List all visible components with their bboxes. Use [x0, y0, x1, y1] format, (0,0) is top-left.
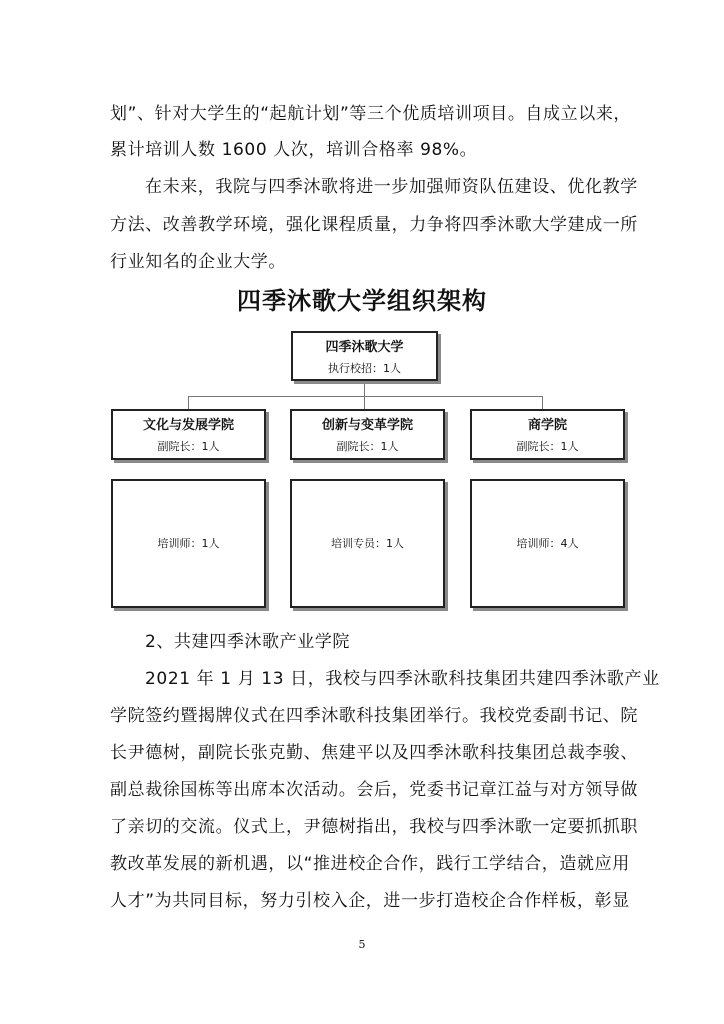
page-number: 5 — [358, 938, 366, 951]
staff-count: 培训师：1人 — [157, 536, 220, 550]
org-root-box — [291, 331, 438, 381]
paragraph-line: 副总裁徐国栋等出席本次活动。会后，党委书记章江益与对方领导做 — [110, 780, 638, 800]
staff-count: 培训专员：1人 — [331, 536, 404, 550]
paragraph-line: 人才”为共同目标，努力引校入企，进一步打造校企合作样板，彰显 — [110, 891, 630, 911]
paragraph-line: 教改革发展的新机遇，以“推进校企合作，践行工学结合，造就应用 — [110, 854, 630, 874]
staff-box-business — [470, 479, 625, 608]
dept-role: 副院长：1人 — [516, 440, 579, 453]
dept-name: 创新与变革学院 — [321, 418, 413, 433]
connector-line — [188, 396, 543, 397]
dept-name: 文化与发展学院 — [142, 418, 234, 433]
staff-box-culture — [111, 479, 266, 608]
dept-role: 副院长：1人 — [336, 440, 399, 453]
dept-box-business — [470, 409, 625, 460]
paragraph-line: 方法、改善教学环境，强化课程质量，力争将四季沐歌大学建成一所 — [110, 215, 638, 235]
org-root-role: 执行校招：1人 — [328, 362, 401, 375]
paragraph-line: 2021 年 1 月 13 日，我校与四季沐歌科技集团共建四季沐歌产业 — [145, 669, 660, 689]
connector-line — [364, 381, 365, 397]
paragraph-line: 了亲切的交流。仪式上，尹德树指出，我校与四季沐歌一定要抓抓职 — [110, 817, 638, 837]
dept-box-culture — [111, 409, 266, 460]
paragraph-line: 长尹德树，副院长张克勤、焦建平以及四季沐歌科技集团总裁李骏、 — [110, 743, 638, 763]
paragraph-line: 累计培训人数 1600 人次，培训合格率 98%。 — [110, 140, 478, 160]
dept-box-innovation — [290, 409, 445, 460]
connector-line — [188, 396, 189, 410]
org-root-name: 四季沐歌大学 — [325, 340, 404, 355]
connector-line — [364, 396, 365, 410]
staff-box-innovation — [290, 479, 445, 608]
org-chart-title: 四季沐歌大学组织架构 — [237, 287, 487, 315]
paragraph-line: 学院签约暨揭牌仪式在四季沐歌科技集团举行。我校党委副书记、院 — [110, 706, 638, 726]
connector-line — [542, 396, 543, 410]
staff-count: 培训师：4人 — [516, 536, 579, 550]
paragraph-line: 在未来，我院与四季沐歌将进一步加强师资队伍建设、优化教学 — [145, 177, 638, 197]
paragraph-line: 划”、针对大学生的“起航计划”等三个优质培训项目。自成立以来， — [110, 104, 632, 124]
dept-name: 商学院 — [527, 418, 567, 433]
paragraph-line: 行业知名的企业大学。 — [110, 252, 286, 272]
dept-role: 副院长：1人 — [157, 440, 220, 453]
section-heading: 2、共建四季沐歌产业学院 — [145, 632, 351, 652]
